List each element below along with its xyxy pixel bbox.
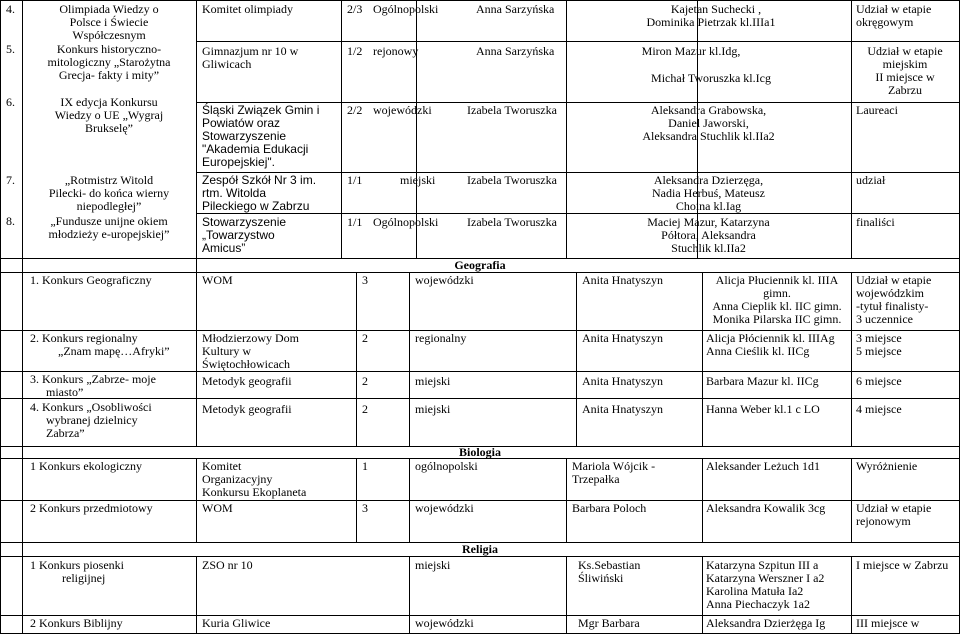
organizer: Zespół Szkół Nr 3 im. rtm. Witolda Pileckiego w Zabrzu <box>202 173 317 213</box>
level: 2 <box>362 374 368 388</box>
row-number: 6. <box>6 95 15 109</box>
scope: wojewódzki <box>373 103 432 117</box>
teacher: Ks.Sebastian Śliwiński <box>578 558 641 585</box>
row-number: 8. <box>6 214 15 228</box>
organizer: Kuria Gliwice <box>202 616 271 630</box>
students: Miron Mazur kl.Idg, Michał Tworuszka kl.Icg <box>641 44 771 85</box>
contest-name: Olimpiada Wiedzy o Polsce i Świecie Współczesnym <box>59 2 159 42</box>
scope: Ogólnopolski <box>373 2 439 16</box>
section-header-religia: Religia <box>462 542 498 556</box>
contest-name: 3. Konkurs „Zabrze- moje miasto” <box>30 372 156 399</box>
teacher: Anna Sarzyńska <box>476 2 555 16</box>
teacher: Anita Hnatyszyn <box>582 273 663 287</box>
students: Aleksandra Grabowska, Daniel Jaworski, Aleksandra Stuchlik kl.IIa2 <box>642 103 775 143</box>
scope: wojewódzki <box>415 501 474 515</box>
row-number: 4. <box>6 2 15 16</box>
section-header-biologia: Biologia <box>458 445 501 459</box>
teacher: Barbara Poloch <box>572 501 647 515</box>
result: Udział w etapie rejonowym <box>856 501 932 528</box>
result: Wyróżnienie <box>856 459 918 473</box>
organizer: Młodzierzowy Dom Kultury w Świętochłowicach <box>202 331 299 371</box>
teacher: Anita Hnatyszyn <box>582 402 663 416</box>
result: 6 miejsce <box>856 374 902 388</box>
contest-name: 1 Konkurs ekologiczny <box>30 459 142 473</box>
contest-name: 4. Konkurs „Osobliwości wybranej dzielnicy Zabrza” <box>30 400 152 440</box>
teacher: Anna Sarzyńska <box>476 44 555 58</box>
result: III miejsce w <box>856 616 920 630</box>
organizer: Metodyk geografii <box>202 402 292 416</box>
organizer: Metodyk geografii <box>202 374 292 388</box>
level: 3 <box>362 273 368 287</box>
contest-name: „Rotmistrz Witold Pilecki- do końca wierny niepodległej” <box>48 173 170 213</box>
organizer: Stowarzyszenie „Towarzystwo Amicus” <box>202 215 287 255</box>
level: 1/1 <box>347 173 363 187</box>
contest-name: 1. Konkurs Geograficzny <box>30 273 152 287</box>
result: Udział w etapie wojewódzkim -tytuł finalisty- 3 uczennice <box>856 273 932 326</box>
organizer: Gimnazjum nr 10 w Gliwicach <box>202 44 299 71</box>
level: 1/1 <box>347 215 363 229</box>
scope: miejski <box>415 402 451 416</box>
contest-name: 2 Konkurs przedmiotowy <box>30 501 153 515</box>
teacher: Anita Hnatyszyn <box>582 374 663 388</box>
scope: miejski <box>415 374 451 388</box>
scope: regionalny <box>415 331 467 345</box>
students: Aleksander Leżuch 1d1 <box>706 459 820 473</box>
students: Alicja Płuciennik kl. IIIA gimn. Anna Cieplik kl. IIC gimn. Monika Pilarska IIC gimn. <box>712 273 842 326</box>
level: 2 <box>362 402 368 416</box>
contest-name: 1 Konkurs piosenki religijnej <box>30 558 124 585</box>
result: I miejsce w Zabrzu <box>856 558 949 572</box>
scope: miejski <box>415 558 451 572</box>
result: finaliści <box>856 215 895 229</box>
contest-name: 2. Konkurs regionalny „Znam mapę…Afryki” <box>30 331 170 358</box>
scope: Ogólnopolski <box>373 215 439 229</box>
contest-name: Konkurs historyczno- mitologiczny „Starożytna Grecja- fakty i mity” <box>47 42 171 82</box>
organizer: WOM <box>202 273 233 287</box>
contest-name: IX edycja Konkursu Wiedzy o UE „Wygraj Brukselę” <box>54 95 164 135</box>
result: 4 miejsce <box>856 402 902 416</box>
organizer: Komitet Organizacyjny Konkursu Ekoplaneta <box>202 459 307 499</box>
students: Kajetan Suchecki , Dominika Pietrzak kl.IIIa1 <box>646 2 776 29</box>
students: Alicja Płóciennik kl. IIIAg Anna Cieślik kl. IICg <box>706 331 835 358</box>
scope: wojewódzki <box>415 616 474 630</box>
result: Udział w etapie miejskim II miejsce w Zabrzu <box>867 44 943 97</box>
scope: miejski <box>400 173 436 187</box>
students: Aleksandra Dzierżęga Ig <box>706 616 826 630</box>
result: udział <box>856 173 886 187</box>
students: Aleksandra Kowalik 3cg <box>706 501 826 515</box>
teacher: Izabela Tworuszka <box>467 215 557 229</box>
students: Maciej Mazur, Katarzyna Półtora, Aleksandra Stuchlik kl.IIa2 <box>647 215 770 255</box>
level: 2/3 <box>347 2 363 16</box>
teacher: Izabela Tworuszka <box>467 103 557 117</box>
row-number: 5. <box>6 42 15 56</box>
scope: rejonowy <box>373 44 419 58</box>
level: 3 <box>362 501 368 515</box>
level: 2 <box>362 331 368 345</box>
scope: wojewódzki <box>415 273 474 287</box>
organizer: Śląski Związek Gmin i Powiatów oraz Stowarzyszenie "Akademia Edukacji Europejskiej". <box>202 103 320 169</box>
students: Katarzyna Szpitun III a Katarzyna Werszner I a2 Karolina Matuła Ia2 Anna Piechaczyk 1a2 <box>706 558 825 611</box>
result: 3 miejsce 5 miejsce <box>856 331 902 358</box>
level: 1/2 <box>347 44 363 58</box>
teacher: Mariola Wójcik - Trzepałka <box>572 459 656 486</box>
students: Hanna Weber kl.1 c LO <box>706 402 820 416</box>
teacher: Anita Hnatyszyn <box>582 331 663 345</box>
organizer: WOM <box>202 501 233 515</box>
students: Barbara Mazur kl. IICg <box>706 374 819 388</box>
level: 1 <box>362 459 368 473</box>
students: Aleksandra Dzierzęga, Nadia Herbuś, Mateusz Choina kl.Iag <box>652 173 765 213</box>
result: Laureaci <box>856 103 898 117</box>
organizer: ZSO nr 10 <box>202 558 253 572</box>
teacher: Mgr Barbara <box>578 616 640 630</box>
row-number: 7. <box>6 173 15 187</box>
contest-name: „Fundusze unijne okiem młodzieży e-uropejskiej” <box>48 214 170 241</box>
teacher: Izabela Tworuszka <box>467 173 557 187</box>
organizer: Komitet olimpiady <box>202 2 293 16</box>
contest-name: 2 Konkurs Biblijny <box>30 616 123 630</box>
level: 2/2 <box>347 103 363 117</box>
section-header-geografia: Geografia <box>454 258 506 272</box>
scope: ogólnopolski <box>415 459 478 473</box>
result: Udział w etapie okręgowym <box>856 2 932 29</box>
